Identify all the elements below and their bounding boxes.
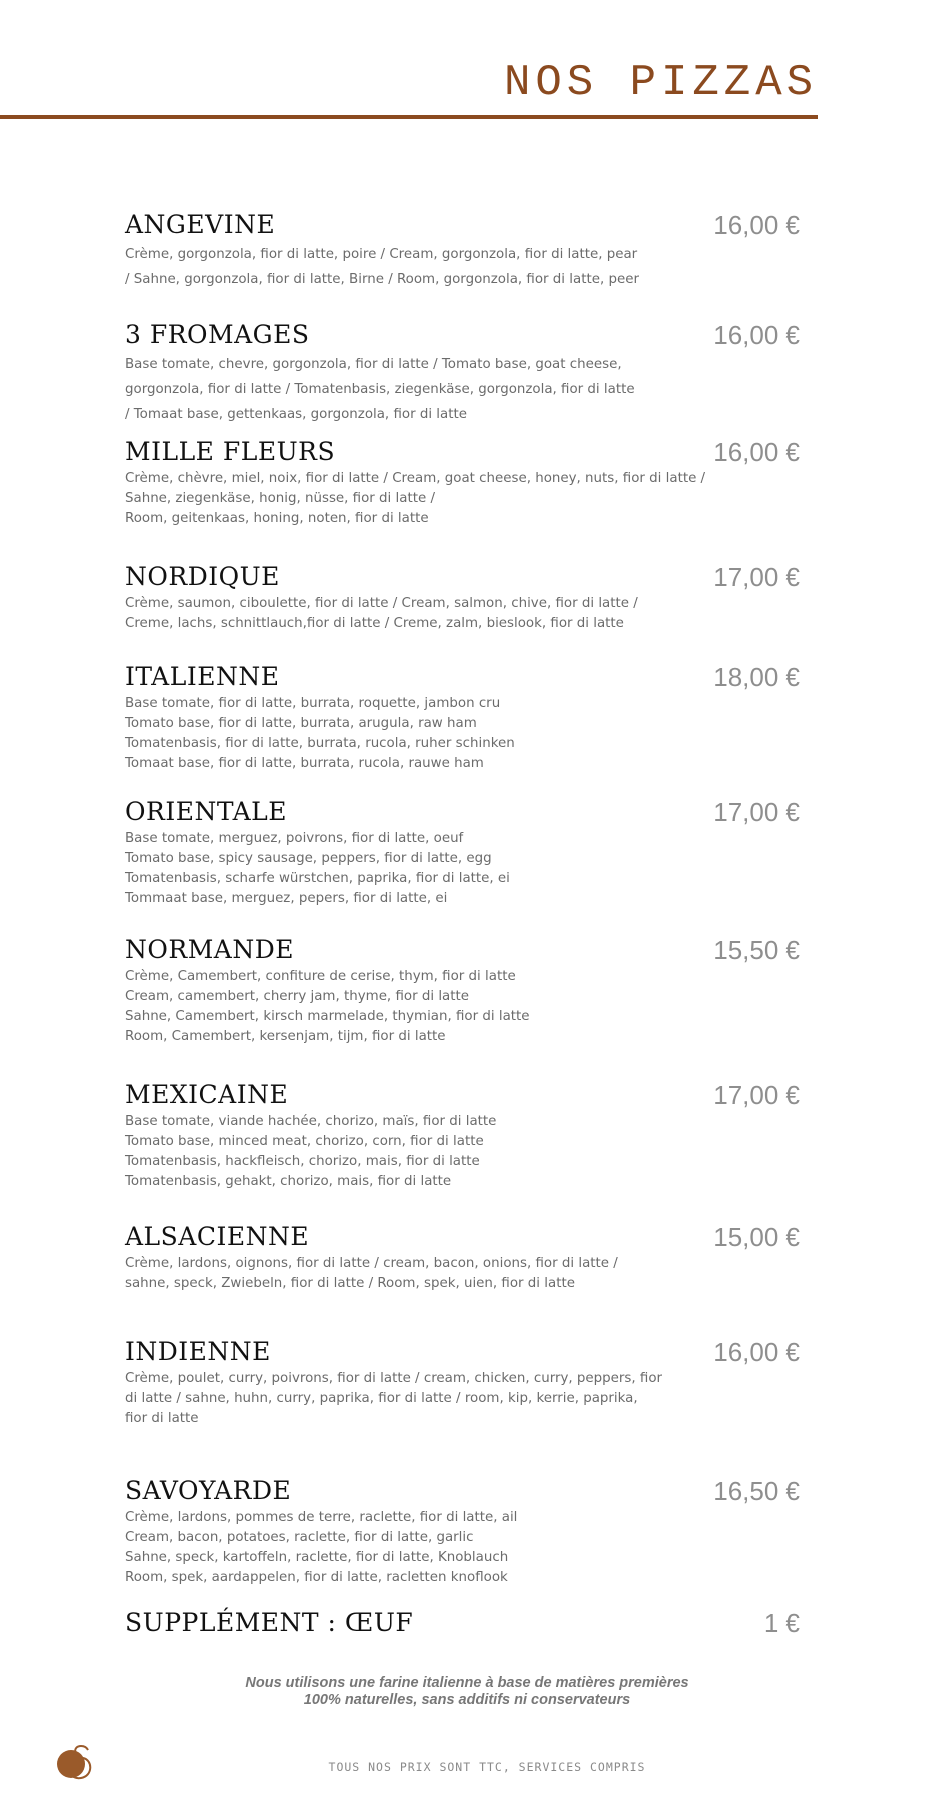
item-price: 15,50 € [713, 935, 800, 965]
menu-item [125, 210, 815, 292]
menu-item [125, 935, 815, 1047]
description-line: Sahne, Camembert, kirsch marmelade, thymian, fior di latte [125, 1009, 530, 1024]
item-description [125, 829, 815, 909]
description-line: Crème, chèvre, miel, noix, fior di latte / Cream, goat cheese, honey, nuts, fior di latte / [125, 471, 706, 486]
item-name: MILLE FLEURS [125, 437, 336, 466]
menu-item [125, 1337, 815, 1429]
item-price: 16,00 € [713, 320, 800, 350]
description-line: di latte / sahne, huhn, curry, paprika, fior di latte / room, kip, kerrie, paprika, [125, 1391, 638, 1406]
item-price: 16,00 € [713, 437, 800, 467]
item-name: MEXICAINE [125, 1080, 289, 1109]
menu-item [125, 1476, 815, 1588]
item-name: NORMANDE [125, 935, 295, 964]
description-line: Room, spek, aardappelen, fior di latte, racletten knoflook [125, 1570, 508, 1585]
item-name: 3 FROMAGES [125, 320, 310, 349]
item-description [125, 1112, 815, 1192]
description-line: Room, Camembert, kersenjam, tijm, fior di latte [125, 1029, 446, 1044]
item-description [125, 242, 815, 292]
description-line: Base tomate, viande hachée, chorizo, maïs, fior di latte [125, 1114, 497, 1129]
item-description [125, 1254, 815, 1294]
menu-title: NOS PIZZAS [503, 58, 818, 108]
item-name: ORIENTALE [125, 797, 288, 826]
description-line: Base tomate, chevre, gorgonzola, fior di latte / Tomato base, goat cheese, [125, 357, 622, 372]
item-name: ANGEVINE [125, 210, 276, 239]
item-description [125, 694, 815, 774]
item-price: 15,00 € [713, 1222, 800, 1252]
description-line: Tomato base, minced meat, chorizo, corn, fior di latte [125, 1134, 484, 1149]
menu-item [125, 437, 815, 529]
item-description [125, 594, 815, 634]
description-line: Creme, lachs, schnittlauch,fior di latte / Creme, zalm, bieslook, fior di latte [125, 616, 624, 631]
description-line: Crème, lardons, oignons, fior di latte / cream, bacon, onions, fior di latte / [125, 1256, 618, 1271]
description-line: fior di latte [125, 1411, 199, 1426]
flour-note-line-1: Nous utilisons une farine italienne à base de matières premières [245, 1675, 689, 1691]
description-line: Crème, gorgonzola, fior di latte, poire / Cream, gorgonzola, fior di latte, pear [125, 247, 638, 262]
menu-item [125, 1608, 815, 1638]
description-line: Cream, bacon, potatoes, raclette, fior di latte, garlic [125, 1530, 474, 1545]
description-line: / Tomaat base, gettenkaas, gorgonzola, fior di latte [125, 407, 467, 422]
item-description [125, 967, 815, 1047]
menu-item [125, 662, 815, 774]
description-line: Tomatenbasis, fior di latte, burrata, rucola, ruher schinken [125, 736, 515, 751]
item-price: 16,50 € [713, 1476, 800, 1506]
description-line: Tomatenbasis, gehakt, chorizo, mais, fior di latte [125, 1174, 452, 1189]
menu-item [125, 1080, 815, 1192]
description-line: Tommaat base, merguez, pepers, fior di latte, ei [125, 891, 448, 906]
item-name: ITALIENNE [125, 662, 280, 691]
description-line: Crème, lardons, pommes de terre, raclette, fior di latte, ail [125, 1510, 518, 1525]
description-line: Tomaat base, fior di latte, burrata, rucola, rauwe ham [125, 756, 484, 771]
description-line: Tomato base, fior di latte, burrata, arugula, raw ham [125, 716, 477, 731]
item-description [125, 352, 815, 427]
description-line: Crème, poulet, curry, poivrons, fior di latte / cream, chicken, curry, peppers, fior [125, 1371, 663, 1386]
item-name: NORDIQUE [125, 562, 280, 591]
description-line: Tomatenbasis, hackfleisch, chorizo, mais, fior di latte [125, 1154, 480, 1169]
description-line: Room, geitenkaas, honing, noten, fior di latte [125, 511, 429, 526]
description-line: Sahne, ziegenkäse, honig, nüsse, fior di latte / [125, 491, 435, 506]
description-line: gorgonzola, fior di latte / Tomatenbasis, ziegenkäse, gorgonzola, fior di latte [125, 382, 635, 397]
item-price: 18,00 € [713, 662, 800, 692]
menu-item [125, 797, 815, 909]
menu-item [125, 1222, 815, 1294]
description-line: Crème, saumon, ciboulette, fior di latte / Cream, salmon, chive, fior di latte / [125, 596, 638, 611]
description-line: Base tomate, fior di latte, burrata, roquette, jambon cru [125, 696, 501, 711]
menu-item [125, 562, 815, 634]
description-line: Crème, Camembert, confiture de cerise, thym, fior di latte [125, 969, 516, 984]
item-name: INDIENNE [125, 1337, 271, 1366]
item-name: SUPPLÉMENT : ŒUF [125, 1608, 414, 1637]
menu-item [125, 320, 815, 427]
item-price: 16,00 € [713, 210, 800, 240]
item-price: 17,00 € [713, 562, 800, 592]
item-description [125, 1369, 815, 1429]
tax-notice: TOUS NOS PRIX SONT TTC, SERVICES COMPRIS [328, 1760, 646, 1774]
flour-note [0, 1675, 934, 1709]
title-divider [0, 115, 818, 119]
item-price: 16,00 € [713, 1337, 800, 1367]
description-line: Base tomate, merguez, poivrons, fior di latte, oeuf [125, 831, 464, 846]
item-price: 17,00 € [713, 797, 800, 827]
item-price: 1 € [763, 1608, 800, 1638]
flour-note-line-2: 100% naturelles, sans additifs ni conservateurs [303, 1692, 631, 1708]
description-line: Sahne, speck, kartoffeln, raclette, fior di latte, Knoblauch [125, 1550, 509, 1565]
description-line: sahne, speck, Zwiebeln, fior di latte / Room, spek, uien, fior di latte [125, 1276, 575, 1291]
item-description [125, 1508, 815, 1588]
item-name: ALSACIENNE [125, 1222, 310, 1251]
item-name: SAVOYARDE [125, 1476, 292, 1505]
description-line: Cream, camembert, cherry jam, thyme, fior di latte [125, 989, 469, 1004]
item-price: 17,00 € [713, 1080, 800, 1110]
description-line: / Sahne, gorgonzola, fior di latte, Birne / Room, gorgonzola, fior di latte, peer [125, 272, 639, 287]
item-description [125, 469, 815, 529]
description-line: Tomatenbasis, scharfe würstchen, paprika, fior di latte, ei [125, 871, 510, 886]
description-line: Tomato base, spicy sausage, peppers, fior di latte, egg [125, 851, 492, 866]
